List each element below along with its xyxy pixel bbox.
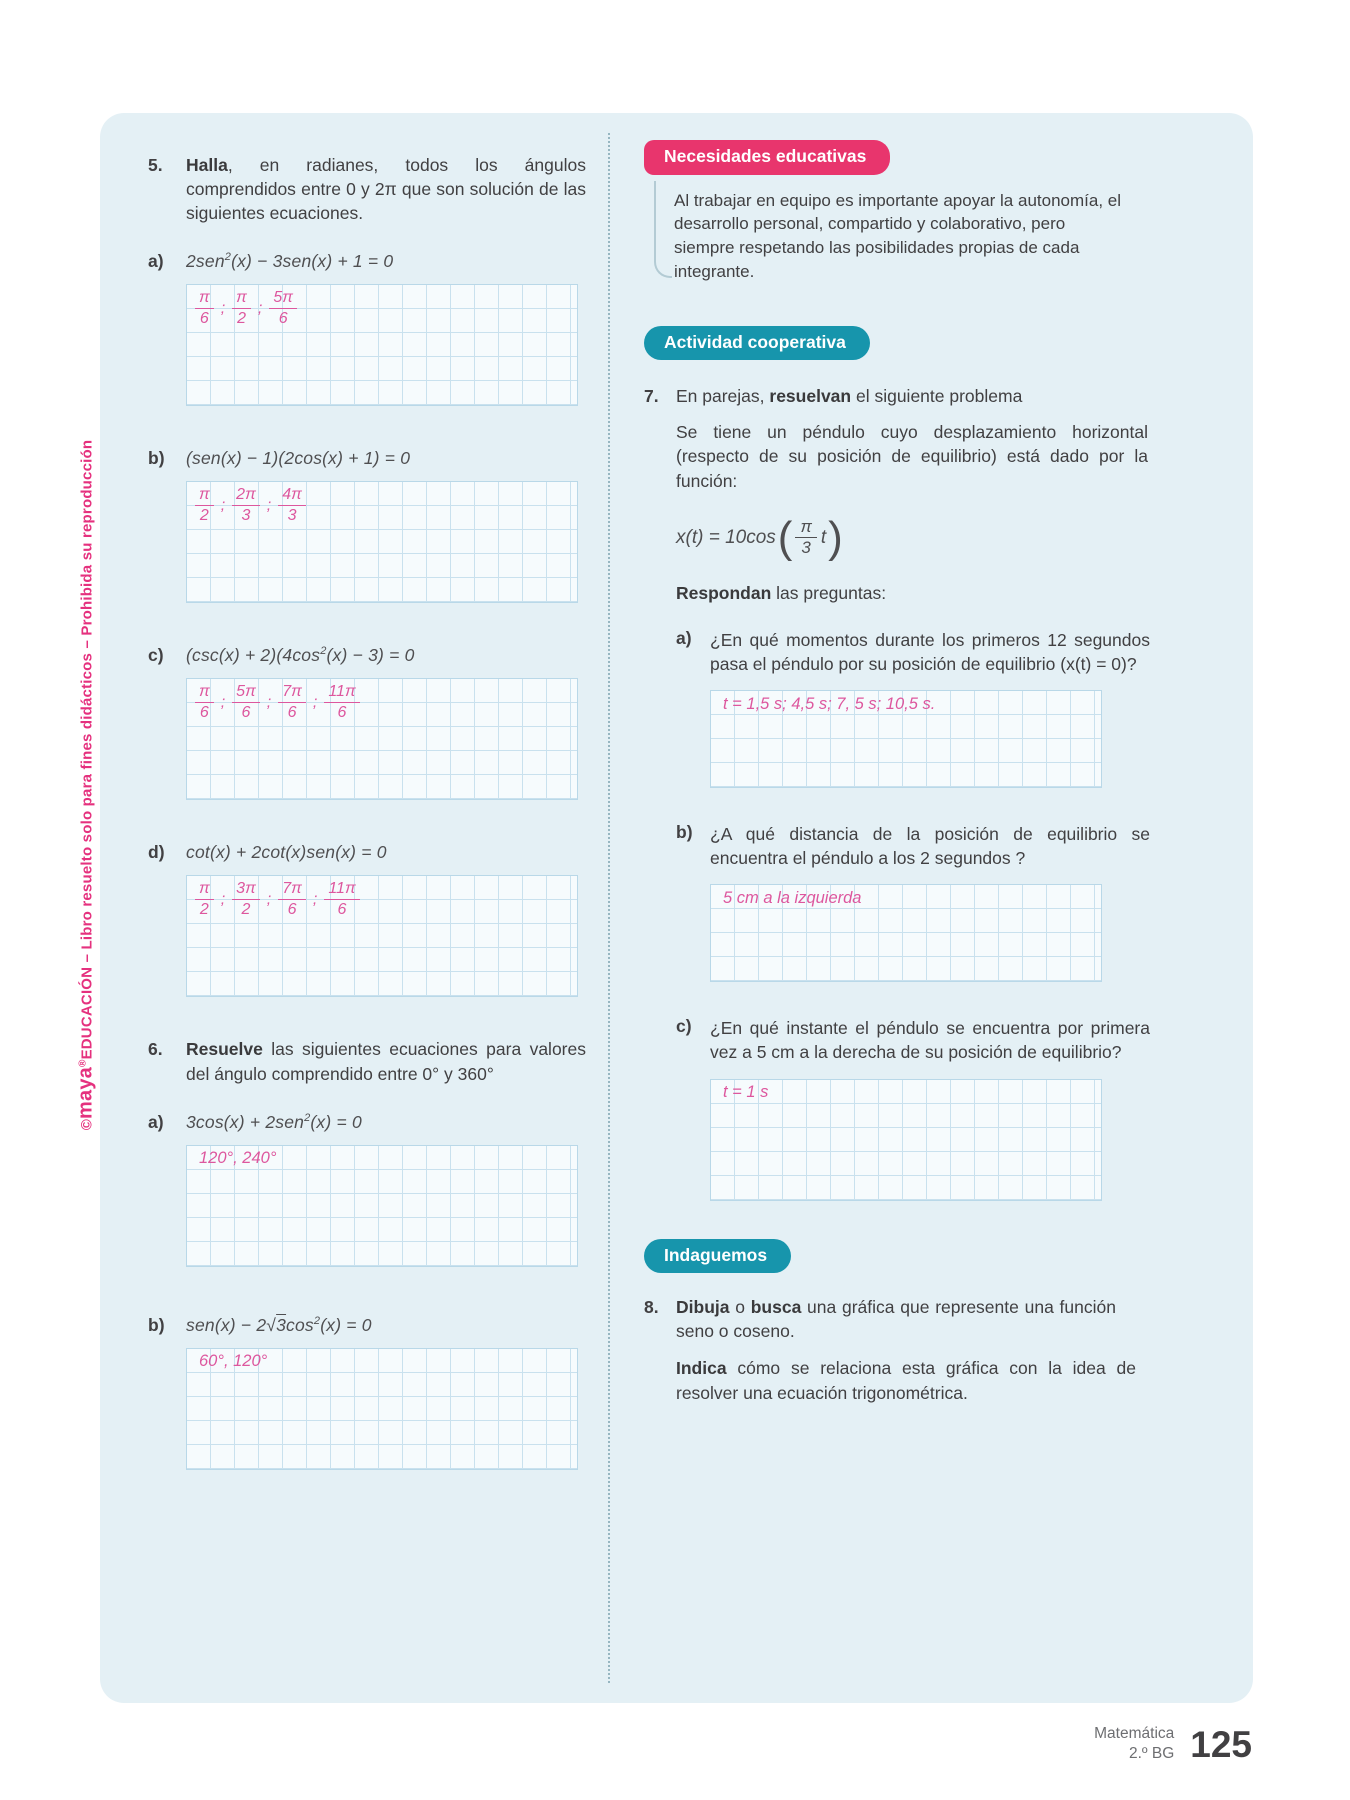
question-7b [676,822,1213,982]
needs-box [654,189,1213,284]
answer-separator: ; [220,299,226,317]
exercise-7-header [644,384,1213,408]
p1-rest: una gráfica que represente una función seno o coseno. [676,1297,1116,1342]
answer-separator: ; [266,693,272,711]
answer-fraction: $\frac{4\pi}{3}$ [278,485,306,526]
fraction-numerator: π [795,517,816,538]
legal-notice: – Libro resuelto solo para fines didácticos – Prohibida su reproducción [78,439,96,967]
intro-verb: resuelvan [769,386,852,407]
exercise-5-number: 5. [148,155,163,175]
exercise-8-number: 8. [644,1297,659,1318]
exercise-8-p2 [676,1356,1136,1404]
page-footer [1094,1724,1252,1764]
sidebar-copyright [75,440,98,1130]
answer-fraction: $\frac{\pi}{6}$ [195,288,214,329]
exercise-5d [148,842,586,997]
handwritten-answer-7c: t = 1 s [723,1083,769,1102]
page-number: 125 [1190,1723,1252,1765]
pendulum-formula [676,507,1213,569]
handwritten-answer-5d [195,879,360,920]
question-text-7c: ¿En qué instante el péndulo se encuentra por primera vez a 5 cm a la derecha de su posición de equilibrio? [710,1018,1150,1063]
question-label: a) [676,627,692,648]
answer-fraction: $\frac{3\pi}{2}$ [232,879,260,920]
verb-busca: busca [750,1297,802,1318]
answer-grid-7a [710,690,1102,788]
equation-6a: 3cos(x) + 2sen$^2$(x) = 0 [186,1111,362,1132]
exercise-8-p1 [676,1295,1116,1343]
answer-separator: ; [220,496,226,514]
right-column [610,113,1253,1405]
item-label: a) [148,1111,164,1132]
exercise-5a [148,251,586,406]
brand-logo: maya [74,1067,97,1119]
intro-pre: En parejas, [676,386,770,407]
exercise-6-verb: Resuelve [186,1039,263,1060]
answer-fraction: $\frac{7\pi}{6}$ [278,682,306,723]
exercise-6-lead [186,1037,586,1085]
handwritten-answer-7b: 5 cm a la izquierda [723,888,862,907]
answer-fraction: $\frac{11\pi}{6}$ [324,682,359,723]
content-panel [100,113,1253,1703]
p1-mid: o [729,1297,751,1318]
respond-line [676,583,1213,604]
handwritten-answer-5a [195,288,297,329]
exercise-7-intro [676,384,1022,408]
item-label: b) [148,448,165,469]
needs-paragraph: Al trabajar en equipo es importante apoyar la autonomía, el desarrollo personal, compartido y colaborativo, pero siempre respetando las posibilidades propias de cada integrante. [674,190,1121,281]
fraction-denominator: 3 [801,538,811,558]
connector-line [654,181,672,278]
question-label: b) [676,822,693,843]
answer-grid-5d [186,875,578,997]
item-label: d) [148,842,165,863]
badge-necesidades-educativas: Necesidades educativas [644,140,890,175]
equation-5a: 2sen$^2$(x) − 3sen(x) + 1 = 0 [186,251,394,272]
answer-fraction: $\frac{\pi}{2}$ [232,288,251,329]
answer-fraction: $\frac{\pi}{2}$ [195,485,214,526]
answer-fraction: $\frac{7\pi}{6}$ [278,879,306,920]
exercise-5c [148,645,586,800]
exercise-5-lead [186,153,586,225]
handwritten-answer-7a: t = 1,5 s; 4,5 s; 7, 5 s; 10,5 s. [723,694,936,713]
exercise-6a [148,1112,586,1267]
question-label: c) [676,1016,692,1037]
answer-separator: ; [312,890,318,908]
exercise-5-text: , en radianes, todos los ángulos comprendidos entre 0 y 2π que son solución de las siguientes ecuaciones. [186,155,586,224]
exercise-6b [148,1315,586,1470]
item-label: a) [148,251,164,272]
exercise-6-text: las siguientes ecuaciones para valores del ángulo comprendido entre 0° y 360° [186,1039,586,1084]
answer-grid-5a [186,284,578,406]
verb-indica: Indica [676,1358,727,1379]
question-7c [676,1016,1213,1200]
answer-fraction: $\frac{2\pi}{3}$ [232,485,260,526]
formula-variable: t [820,526,827,548]
handwritten-answer-6a: 120°, 240° [199,1149,277,1168]
exercise-6-number: 6. [148,1039,163,1060]
equation-5c: $(\csc(x) + 2)(4\cos^2(x) - 3) = 0$ [186,645,415,666]
handwritten-answer-6b: 60°, 120° [199,1352,268,1371]
answer-separator: ; [312,693,318,711]
answer-fraction: $\frac{\pi}{6}$ [195,682,214,723]
close-paren: ) [828,512,843,562]
formula-fraction [795,517,816,559]
answer-fraction: $\frac{11\pi}{6}$ [324,879,359,920]
answer-separator: ; [220,890,226,908]
footer-subject-grade [1094,1724,1174,1764]
answer-grid-5b [186,481,578,603]
item-label: b) [148,1314,165,1335]
footer-subject: Matemática [1094,1725,1175,1742]
respond-rest: las preguntas: [771,582,887,603]
exercise-5-header [148,153,586,225]
p2-rest: cómo se relaciona esta gráfica con la idea de resolver una ecuación trigonométrica. [676,1358,1136,1403]
exercise-6-header [148,1037,586,1085]
exercise-5-verb: Halla [186,155,228,175]
answer-separator: ; [220,693,226,711]
left-column [100,113,608,1470]
answer-grid-7c [710,1079,1102,1201]
badge-actividad-cooperativa: Actividad cooperativa [644,326,870,361]
question-7a [676,628,1213,788]
answer-grid-6b [186,1348,578,1470]
answer-grid-7b [710,884,1102,982]
exercise-5b [148,448,586,603]
equation-6b: $sen(x) - 2√3\cos^2(x) = 0$ [186,1314,372,1335]
answer-separator: ; [266,496,272,514]
answer-separator: ; [266,890,272,908]
item-label: c) [148,645,164,666]
publisher-name: EDUCACIÓN [78,966,96,1060]
answer-fraction: $\frac{5\pi}{6}$ [269,288,297,329]
footer-grade: 2.º BG [1128,1745,1175,1763]
exercise-7-number: 7. [644,386,659,407]
answer-grid-6a [186,1145,578,1267]
copyright-symbol: © [78,1118,96,1131]
answer-separator: ; [257,299,263,317]
answer-fraction: $\frac{5\pi}{6}$ [232,682,260,723]
intro-post: el siguiente problema [851,386,1023,407]
badge-indaguemos: Indaguemos [644,1239,791,1274]
exercise-8-header [644,1295,1213,1343]
answer-fraction: $\frac{\pi}{2}$ [195,879,214,920]
answer-grid-5c [186,678,578,800]
open-paren: ( [777,512,793,562]
handwritten-answer-5c [195,682,360,723]
question-text-7b: ¿A qué distancia de la posición de equilibrio se encuentra el péndulo a los 2 segundos ? [710,824,1150,869]
question-text-7a: ¿En qué momentos durante los primeros 12 segundos pasa el péndulo por su posición de equilibrio (x(t) = 0)? [710,629,1150,674]
formula-lhs: x(t) = 10cos [676,526,776,548]
exercise-7-body: Se tiene un péndulo cuyo desplazamiento horizontal (respecto de su posición de equilibrio) está dado por la función: [676,422,1148,491]
handwritten-answer-5b [195,485,306,526]
respond-verb: Respondan [676,582,772,603]
equation-5b: (sen(x) − 1)(2cos(x) + 1) = 0 [186,448,411,469]
registered-symbol: ® [77,1059,89,1068]
equation-5d: cot(x) + 2cot(x)sen(x) = 0 [186,842,387,863]
verb-dibuja: Dibuja [676,1297,730,1318]
